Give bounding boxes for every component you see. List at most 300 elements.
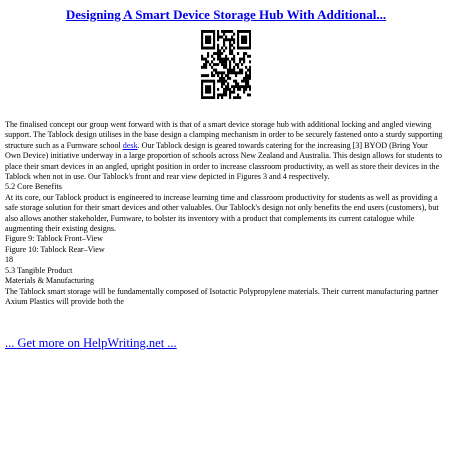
qr-module — [223, 91, 225, 94]
qr-module — [241, 47, 243, 50]
qr-module — [207, 52, 209, 55]
qr-module — [237, 71, 239, 74]
qr-module — [217, 58, 219, 61]
qr-module — [247, 85, 249, 88]
section-heading-core-benefits: 5.2 Core Benefits — [5, 182, 62, 192]
qr-module — [203, 96, 205, 99]
qr-module — [233, 91, 235, 94]
qr-module — [205, 30, 207, 33]
qr-module — [243, 58, 245, 61]
qr-module — [207, 47, 209, 50]
qr-module — [241, 30, 243, 33]
qr-module — [227, 58, 229, 61]
qr-module — [225, 74, 227, 77]
qr-module — [225, 55, 227, 58]
qr-module — [233, 88, 235, 91]
qr-module — [249, 30, 251, 33]
qr-module — [249, 47, 251, 50]
section-heading-tangible-product: 5.3 Tangible Product — [5, 265, 73, 275]
qr-module — [207, 38, 209, 41]
qr-module — [247, 77, 249, 80]
qr-module — [233, 33, 235, 36]
qr-module — [217, 52, 219, 55]
qr-module — [243, 30, 245, 33]
qr-module — [213, 36, 215, 39]
qr-module — [207, 41, 209, 44]
qr-module — [237, 47, 239, 50]
qr-module — [221, 60, 223, 63]
qr-module — [225, 93, 227, 96]
qr-module — [245, 38, 247, 41]
qr-module — [243, 60, 245, 63]
qr-module — [215, 69, 217, 72]
qr-module — [233, 80, 235, 83]
qr-module — [237, 44, 239, 47]
qr-module — [209, 88, 211, 91]
qr-module — [213, 44, 215, 47]
qr-module — [217, 44, 219, 47]
qr-module — [213, 69, 215, 72]
qr-module — [223, 63, 225, 66]
paragraph-intro-text: The finalised concept our group went forward with is that of a smart device storage hub with additional locking and angled viewing support. The Tablock design utilises in the base design a clamping mechanism in order to be securely fastened onto a sturdy supporting structure such as a Furnware school — [5, 120, 443, 150]
qr-module — [219, 80, 221, 83]
qr-module — [233, 41, 235, 44]
qr-module — [213, 63, 215, 66]
qr-module — [225, 60, 227, 63]
qr-module — [213, 93, 215, 96]
qr-module — [245, 74, 247, 77]
qr-module — [235, 82, 237, 85]
qr-module — [249, 85, 251, 88]
qr-module — [237, 93, 239, 96]
qr-module — [213, 74, 215, 77]
qr-module — [215, 71, 217, 74]
qr-module — [243, 52, 245, 55]
qr-module — [229, 93, 231, 96]
qr-module — [229, 71, 231, 74]
qr-code-icon — [201, 30, 251, 99]
qr-module — [227, 38, 229, 41]
qr-module — [211, 80, 213, 83]
qr-module — [233, 55, 235, 58]
qr-module — [203, 80, 205, 83]
qr-module — [221, 47, 223, 50]
qr-module — [213, 41, 215, 44]
qr-module — [245, 41, 247, 44]
qr-module — [247, 80, 249, 83]
qr-module — [235, 80, 237, 83]
qr-module — [211, 71, 213, 74]
qr-module — [245, 88, 247, 91]
qr-module — [201, 33, 203, 36]
qr-module — [225, 36, 227, 39]
qr-module — [209, 41, 211, 44]
qr-module — [219, 58, 221, 61]
qr-module — [247, 93, 249, 96]
qr-module — [203, 66, 205, 69]
qr-module — [237, 96, 239, 99]
qr-module — [211, 60, 213, 63]
qr-module — [209, 63, 211, 66]
qr-module — [219, 52, 221, 55]
qr-module — [229, 44, 231, 47]
qr-module — [249, 33, 251, 36]
qr-module — [245, 52, 247, 55]
qr-module — [243, 91, 245, 94]
qr-module — [227, 71, 229, 74]
qr-module — [207, 60, 209, 63]
qr-module — [225, 80, 227, 83]
qr-module — [205, 58, 207, 61]
paragraph-core-benefits: At its core, our Tablock product is engineered to increase learning time and classroom productivity for students as well as providing a safe storage solution for their smart devices and other valuables. Our Tablock's design not only benefits the end users (customers), but also allows another stakeholder, Furnware, to bolster its inventory with a product that complements its current catalogue while augmenting their existing designs. — [5, 192, 439, 234]
qr-module — [207, 91, 209, 94]
qr-module — [227, 77, 229, 80]
qr-module — [231, 36, 233, 39]
qr-module — [227, 74, 229, 77]
qr-module — [209, 85, 211, 88]
qr-module — [243, 47, 245, 50]
qr-module — [249, 93, 251, 96]
qr-module — [237, 63, 239, 66]
qr-module — [209, 47, 211, 50]
qr-module — [229, 30, 231, 33]
qr-module — [205, 88, 207, 91]
qr-module — [239, 60, 241, 63]
qr-module — [229, 41, 231, 44]
qr-module — [223, 77, 225, 80]
qr-module — [235, 63, 237, 66]
qr-module — [211, 74, 213, 77]
qr-module — [241, 85, 243, 88]
qr-module — [245, 80, 247, 83]
qr-module — [231, 71, 233, 74]
qr-module — [225, 58, 227, 61]
qr-module — [227, 69, 229, 72]
qr-module — [221, 93, 223, 96]
qr-module — [209, 36, 211, 39]
qr-code — [201, 30, 251, 99]
desk-link[interactable]: desk — [122, 140, 138, 150]
qr-module — [205, 63, 207, 66]
qr-module — [213, 33, 215, 36]
qr-module — [221, 30, 223, 33]
qr-module — [233, 66, 235, 69]
qr-module — [235, 96, 237, 99]
title-link[interactable]: Designing A Smart Device Storage Hub With Additional... — [65, 7, 387, 22]
qr-module — [237, 82, 239, 85]
qr-module — [231, 69, 233, 72]
qr-module — [237, 33, 239, 36]
qr-module — [207, 80, 209, 83]
qr-module — [203, 47, 205, 50]
qr-module — [213, 52, 215, 55]
qr-module — [219, 36, 221, 39]
qr-module — [221, 36, 223, 39]
qr-module — [219, 60, 221, 63]
qr-module — [235, 71, 237, 74]
page-number: 18 — [5, 255, 14, 265]
qr-module — [213, 38, 215, 41]
qr-module — [203, 63, 205, 66]
qr-module — [217, 71, 219, 74]
qr-module — [225, 47, 227, 50]
qr-module — [249, 38, 251, 41]
qr-module — [229, 96, 231, 99]
qr-module — [237, 38, 239, 41]
qr-module — [221, 52, 223, 55]
qr-module — [223, 93, 225, 96]
qr-module — [249, 66, 251, 69]
qr-module — [247, 69, 249, 72]
qr-module — [217, 96, 219, 99]
qr-module — [241, 58, 243, 61]
qr-module — [237, 41, 239, 44]
qr-module — [213, 47, 215, 50]
qr-module — [229, 49, 231, 52]
qr-module — [241, 41, 243, 44]
qr-module — [217, 38, 219, 41]
qr-module — [201, 36, 203, 39]
qr-module — [225, 38, 227, 41]
qr-module — [217, 93, 219, 96]
qr-module — [211, 47, 213, 50]
qr-module — [231, 38, 233, 41]
qr-module — [229, 66, 231, 69]
qr-module — [213, 82, 215, 85]
qr-module — [243, 55, 245, 58]
qr-module — [229, 38, 231, 41]
qr-module — [217, 55, 219, 58]
qr-module — [249, 41, 251, 44]
paragraph-materials: The Tablock smart storage will be fundamentally composed of Isotactic Polypropylene materials. Their current manufacturing partner Axium Plastics will provide both the — [5, 286, 439, 306]
qr-module — [219, 93, 221, 96]
qr-module — [225, 63, 227, 66]
qr-module — [229, 47, 231, 50]
paragraph-intro — [5, 120, 445, 182]
qr-module — [233, 60, 235, 63]
qr-module — [209, 96, 211, 99]
qr-module — [233, 69, 235, 72]
qr-module — [223, 44, 225, 47]
qr-module — [237, 85, 239, 88]
qr-module — [211, 55, 213, 58]
qr-module — [209, 30, 211, 33]
qr-module — [221, 80, 223, 83]
qr-module — [201, 85, 203, 88]
qr-module — [225, 66, 227, 69]
qr-module — [207, 30, 209, 33]
qr-module — [249, 44, 251, 47]
qr-module — [203, 58, 205, 61]
qr-module — [211, 30, 213, 33]
qr-module — [239, 69, 241, 72]
qr-module — [207, 36, 209, 39]
qr-module — [229, 52, 231, 55]
qr-module — [227, 85, 229, 88]
qr-module — [223, 38, 225, 41]
qr-module — [205, 41, 207, 44]
figure-caption-rear-view: Figure 10: Tablock Rear–View — [5, 244, 105, 254]
get-more-link[interactable]: ... Get more on HelpWriting.net ... — [5, 336, 177, 350]
qr-module — [225, 88, 227, 91]
qr-module — [225, 91, 227, 94]
qr-module — [203, 74, 205, 77]
qr-module — [231, 30, 233, 33]
qr-module — [223, 66, 225, 69]
qr-module — [229, 69, 231, 72]
qr-module — [247, 30, 249, 33]
qr-module — [201, 38, 203, 41]
qr-module — [217, 33, 219, 36]
qr-module — [201, 74, 203, 77]
qr-module — [245, 66, 247, 69]
qr-module — [223, 41, 225, 44]
qr-module — [207, 85, 209, 88]
qr-module — [213, 96, 215, 99]
qr-module — [241, 71, 243, 74]
qr-module — [217, 36, 219, 39]
qr-module — [233, 38, 235, 41]
qr-module — [229, 88, 231, 91]
qr-module — [247, 74, 249, 77]
qr-module — [201, 55, 203, 58]
qr-module — [249, 77, 251, 80]
qr-module — [205, 91, 207, 94]
qr-module — [205, 85, 207, 88]
qr-module — [223, 60, 225, 63]
qr-module — [207, 55, 209, 58]
qr-module — [233, 96, 235, 99]
qr-module — [239, 88, 241, 91]
qr-module — [245, 71, 247, 74]
page-title — [0, 7, 452, 22]
qr-module — [213, 58, 215, 61]
qr-module — [207, 96, 209, 99]
qr-module — [219, 49, 221, 52]
qr-module — [229, 63, 231, 66]
qr-module — [231, 91, 233, 94]
qr-module — [239, 47, 241, 50]
qr-module — [247, 55, 249, 58]
qr-module — [223, 88, 225, 91]
qr-module — [241, 63, 243, 66]
qr-module — [241, 36, 243, 39]
qr-module — [205, 66, 207, 69]
qr-module — [243, 88, 245, 91]
qr-module — [235, 85, 237, 88]
qr-module — [225, 85, 227, 88]
qr-module — [221, 77, 223, 80]
qr-module — [243, 36, 245, 39]
qr-module — [201, 41, 203, 44]
qr-module — [201, 82, 203, 85]
qr-module — [229, 60, 231, 63]
qr-module — [201, 44, 203, 47]
qr-module — [205, 74, 207, 77]
qr-module — [223, 30, 225, 33]
qr-module — [249, 71, 251, 74]
qr-module — [217, 30, 219, 33]
qr-module — [249, 69, 251, 72]
more-link-container — [5, 336, 177, 351]
qr-module — [205, 36, 207, 39]
qr-module — [245, 85, 247, 88]
qr-module — [245, 82, 247, 85]
qr-module — [223, 58, 225, 61]
qr-module — [243, 80, 245, 83]
qr-module — [237, 30, 239, 33]
qr-module — [201, 66, 203, 69]
qr-module — [201, 91, 203, 94]
qr-module — [243, 77, 245, 80]
qr-module — [231, 49, 233, 52]
qr-module — [205, 38, 207, 41]
qr-module — [227, 82, 229, 85]
qr-module — [205, 47, 207, 50]
qr-module — [223, 33, 225, 36]
qr-module — [239, 58, 241, 61]
qr-module — [201, 96, 203, 99]
qr-module — [221, 82, 223, 85]
qr-module — [237, 52, 239, 55]
qr-module — [217, 49, 219, 52]
qr-module — [245, 30, 247, 33]
qr-module — [231, 44, 233, 47]
qr-module — [233, 85, 235, 88]
qr-module — [209, 80, 211, 83]
qr-module — [233, 71, 235, 74]
qr-module — [211, 66, 213, 69]
qr-module — [201, 93, 203, 96]
qr-module — [229, 77, 231, 80]
qr-module — [201, 88, 203, 91]
qr-module — [205, 96, 207, 99]
qr-module — [227, 30, 229, 33]
qr-module — [225, 30, 227, 33]
qr-module — [231, 52, 233, 55]
qr-module — [243, 85, 245, 88]
qr-module — [201, 80, 203, 83]
qr-module — [247, 47, 249, 50]
qr-module — [213, 85, 215, 88]
qr-module — [235, 74, 237, 77]
qr-module — [201, 47, 203, 50]
qr-module — [247, 82, 249, 85]
qr-module — [217, 74, 219, 77]
qr-module — [241, 38, 243, 41]
qr-module — [207, 88, 209, 91]
qr-module — [223, 80, 225, 83]
qr-module — [249, 60, 251, 63]
qr-module — [223, 82, 225, 85]
article-body — [5, 120, 445, 307]
qr-module — [207, 74, 209, 77]
qr-module — [217, 63, 219, 66]
qr-module — [219, 77, 221, 80]
qr-module — [219, 71, 221, 74]
qr-module — [223, 71, 225, 74]
qr-module — [245, 36, 247, 39]
qr-module — [231, 85, 233, 88]
qr-module — [239, 85, 241, 88]
qr-module — [243, 41, 245, 44]
qr-module — [213, 88, 215, 91]
qr-module — [213, 80, 215, 83]
qr-module — [239, 71, 241, 74]
qr-module — [233, 58, 235, 61]
qr-module — [221, 63, 223, 66]
qr-module — [209, 91, 211, 94]
